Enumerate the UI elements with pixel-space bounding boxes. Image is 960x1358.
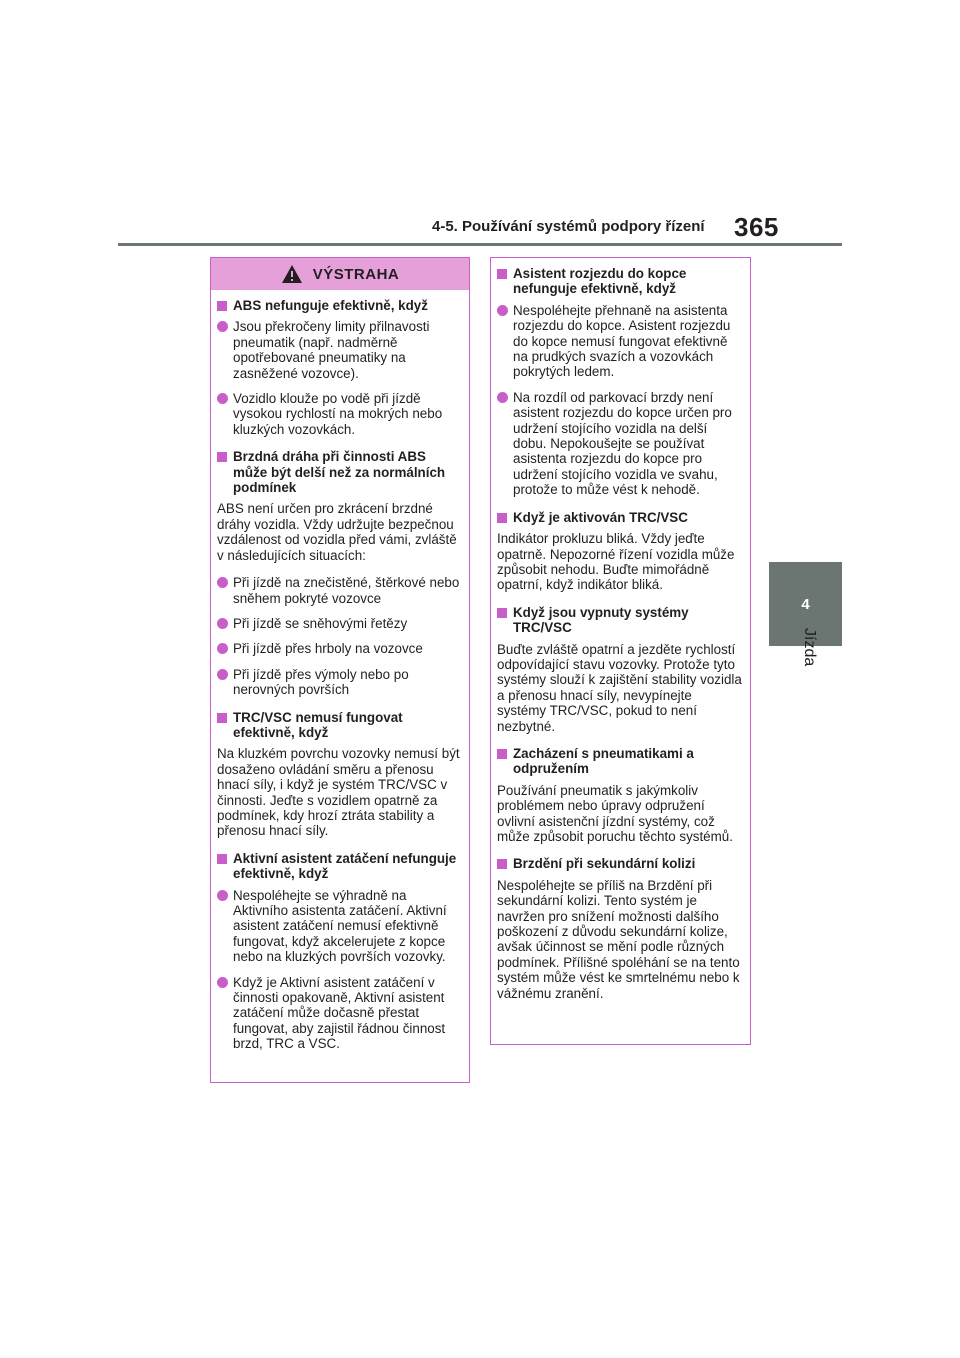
square-bullet-icon <box>217 452 227 462</box>
warning-content-left <box>211 290 469 1052</box>
round-bullet-icon <box>217 669 228 680</box>
text: Při jízdě se sněhovými řetězy <box>233 615 408 631</box>
paragraph <box>497 531 742 593</box>
chapter-label: Jízda <box>801 628 818 667</box>
square-bullet-icon <box>497 608 507 618</box>
text: Nespoléhejte přehnaně na asistenta rozjezdu do kopce. Asistent rozjezdu do kopce nemusí fungovat efektivně na prudkých svazích a vozovkách pokrytých ledem. <box>513 302 731 380</box>
square-bullet-icon <box>217 301 227 311</box>
text: Indikátor prokluzu bliká. Vždy jeďte opatrně. Nepozorné řízení vozidla může způsobit nehodu. Buďte mimořádně opatrní, když indikátor bliká. <box>497 531 735 593</box>
square-bullet-icon <box>497 749 507 759</box>
section-heading <box>497 605 742 636</box>
text: Brzdná dráha při činnosti ABS může být delší než za normálních podmínek <box>233 449 446 496</box>
text: Nespoléhejte se výhradně na Aktivního asistenta zatáčení. Aktivní asistent zatáčení nemusí efektivně fungovat, když akcelerujete z kopce nebo na kluzkých površích vozovky. <box>233 887 447 965</box>
text: Na kluzkém povrchu vozovky nemusí být dosaženo ovládání směru a přenosu hnací síly, i když je systém TRC/VSC v činnosti. Jeďte s vozidlem opatrně za podmínek, kdy hrozí ztráta stability a přenosu hnací síly. <box>217 746 460 839</box>
text: Když jsou vypnuty systémy TRC/VSC <box>513 604 689 636</box>
bullet-item <box>217 391 461 437</box>
warning-content-right <box>491 258 750 1001</box>
paragraph <box>217 501 461 563</box>
warning-title: VÝSTRAHA <box>312 265 400 283</box>
section-heading <box>217 449 461 495</box>
section-heading <box>497 856 742 871</box>
bullet-item <box>217 616 461 631</box>
section-heading <box>217 710 461 741</box>
text: Když je aktivován TRC/VSC <box>513 509 688 525</box>
paragraph <box>497 878 742 1001</box>
warning-box-left <box>210 257 470 1083</box>
warning-triangle-icon <box>281 264 303 284</box>
bullet-item <box>217 641 461 656</box>
round-bullet-icon <box>217 393 228 404</box>
paragraph <box>497 642 742 734</box>
page-number: 365 <box>734 212 779 242</box>
text: TRC/VSC nemusí fungovat efektivně, když <box>233 709 403 740</box>
text: Nespoléhejte se příliš na Brzdění při sekundární kolizi. Tento systém je navržen pro snížení možnosti dalšího poškození z důvodu sekundární kolize, avšak účinnost se mění podle různých podmínek. Přílišné spoléhání se na tento systém může vést ke smrtelnému nebo k vážnému zranění. <box>497 877 740 1001</box>
bullet-item <box>217 975 461 1052</box>
section-title: 4-5. Používání systémů podpory řízení <box>432 218 705 235</box>
text: Při jízdě přes výmoly nebo po nerovných površích <box>233 666 409 698</box>
bullet-item <box>497 303 742 380</box>
square-bullet-icon <box>497 859 507 869</box>
text: Při jízdě přes hrboly na vozovce <box>233 641 423 657</box>
header-rule <box>118 243 842 246</box>
bullet-item <box>217 575 461 606</box>
round-bullet-icon <box>217 977 228 988</box>
square-bullet-icon <box>497 513 507 523</box>
bullet-item <box>217 667 461 698</box>
chapter-number: 4 <box>801 595 810 613</box>
bullet-item <box>217 888 461 965</box>
paragraph <box>497 783 742 845</box>
text: ABS nefunguje efektivně, když <box>233 298 428 313</box>
warning-box-right <box>490 257 751 1045</box>
section-heading <box>497 746 742 777</box>
text: Vozidlo klouže po vodě při jízdě vysokou rychlostí na mokrých nebo kluzkých vozovkách. <box>233 391 443 437</box>
paragraph <box>217 746 461 838</box>
text: Na rozdíl od parkovací brzdy není asistent rozjezdu do kopce určen pro udržení stojícího vozidla na delší dobu. Nepokoušejte se používat asistenta rozjezdu do kopce pro udržení stojícího vozidla ve svahu, protože to může vést k nehodě. <box>513 389 732 498</box>
bullet-item <box>217 319 461 381</box>
text: Při jízdě na znečistěné, štěrkové nebo sněhem pokryté vozovce <box>233 575 460 606</box>
text: Jsou překročeny limity přilnavosti pneumatik (např. nadměrně opotřebované pneumatiky na zasněžené vozovce). <box>233 319 430 381</box>
section-heading <box>217 298 461 313</box>
square-bullet-icon <box>217 854 227 864</box>
text: ABS není určen pro zkrácení brzdné dráhy vozidla. Vždy udržujte bezpečnou vzdálenost od vozidla před vámi, zvláště v následujících situacích: <box>217 501 457 563</box>
text: Zacházení s pneumatikami a odpružením <box>513 745 694 777</box>
bullet-item <box>497 390 742 498</box>
round-bullet-icon <box>217 321 228 332</box>
round-bullet-icon <box>217 577 228 588</box>
text: Buďte zvláště opatrní a jezděte rychlostí odpovídající stavu vozovky. Protože tyto systémy slouží k zajištění stability vozidla a přenosu hnací síly, nevypínejte systémy TRC/VSC, pokud to není nezbytné. <box>497 641 742 734</box>
section-heading <box>497 266 742 297</box>
round-bullet-icon <box>217 890 228 901</box>
text: Aktivní asistent zatáčení nefunguje efektivně, když <box>233 850 457 882</box>
round-bullet-icon <box>497 305 508 316</box>
round-bullet-icon <box>497 392 508 403</box>
section-heading <box>217 851 461 882</box>
square-bullet-icon <box>217 713 227 723</box>
text: Používání pneumatik s jakýmkoliv problémem nebo úpravy odpružení ovlivní asistenční jízdní systémy, což může způsobit poruchu těchto systémů. <box>497 782 733 844</box>
text: Když je Aktivní asistent zatáčení v činnosti opakovaně, Aktivní asistent zatáčení může dočasně přestat fungovat, aby zajistil řádnou činnost brzd, TRC a VSC. <box>233 974 446 1052</box>
round-bullet-icon <box>217 618 228 629</box>
warning-header <box>211 258 469 290</box>
text: Asistent rozjezdu do kopce nefunguje efektivně, když <box>513 266 687 297</box>
section-heading <box>497 510 742 525</box>
round-bullet-icon <box>217 643 228 654</box>
text: Brzdění při sekundární kolizi <box>513 856 696 872</box>
square-bullet-icon <box>497 269 507 279</box>
